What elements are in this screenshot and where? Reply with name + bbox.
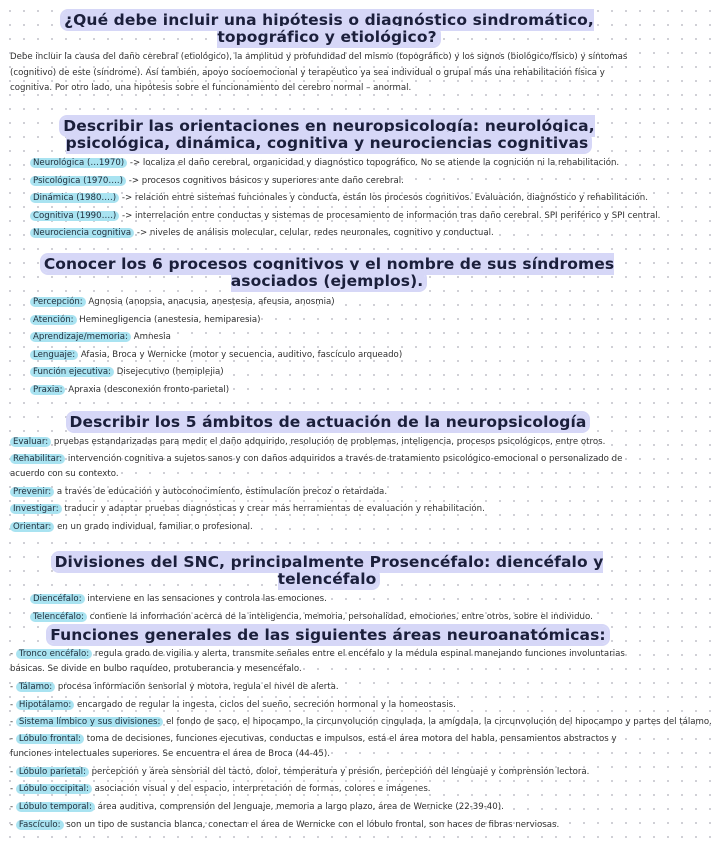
term-highlight: Psicológica (1970….): [30, 176, 126, 186]
procesos-list: [10, 294, 646, 400]
list-item: Telencéfalo: contiene la información acerca de la inteligencia, memoria, personalidad, emociones, entre otros, sobre el individuo.: [10, 609, 646, 627]
divisiones-list: [10, 591, 646, 626]
list-item: Aprendizaje/memoria: Amnesia: [10, 329, 646, 347]
areas-list: [10, 647, 712, 834]
list-item: Diencéfalo: interviene en las sensaciones y controla las emociones.: [10, 591, 646, 609]
heading-divisiones: Divisiones del SNC, principalmente Prosencéfalo: diencéfalo y telencéfalo: [54, 553, 604, 588]
list-item: Rehabilitar: intervención cognitiva a sujetos sanos y con daños adquiridos a través de tratamiento psicológico-emocional o personalizado de acuerdo con su contexto.: [10, 453, 623, 479]
ambitos-list: [10, 434, 646, 536]
list-item: Neurológica (…1970) -> localiza el daño cerebral, organicidad y diagnóstico topográfico. No se atiende la cognición ni la rehabilitación.: [10, 155, 646, 173]
heading-procesos: Conocer los 6 procesos cognitivos y el nombre de sus síndromes asociados (ejemplos).: [43, 255, 615, 290]
term-highlight: Percepción:: [30, 297, 86, 307]
list-item: Evaluar: pruebas estandarizadas para medir el daño adquirido, resolución de problemas, inteligencia, procesos psicológicos, entre otros.: [10, 434, 646, 452]
list-item: Dinámica (1980….) -> relación entre sistemas funcionales y conducta, están los procesos cognitivos. Evaluación, diagnóstico y rehabilitación.: [10, 190, 646, 208]
term-highlight: Prevenir:: [10, 487, 54, 497]
list-item: - Lóbulo frontal: toma de decisiones, funciones ejecutivas, conductas e impulsos, está el área motora del habla, pensamientos abstractos y funciones intelectuales superiores. Se encuentra el área de Broca (44-45).: [10, 733, 617, 759]
intro-paragraph: Debe incluir la causa del daño cerebral (etiológico), la amplitud y profundidad del mismo (topográfico) y los signos (biológico/físico) y síntomas (cognitivo) de este (síndrome). Así también, apoyo socioemocional y terapéutico ya sea individual o grupal más una rehabilitación física y cognitiva. Por otro lado, una hipótesis sobre el funcionamiento del cerebro normal – anormal.: [10, 52, 628, 93]
list-item: Neurociencia cognitiva -> niveles de análisis molecular, celular, redes neuronales, cognitivo y conductual.: [10, 225, 646, 243]
list-item: - Tronco encéfalo: regula grado de vigilia y alerta, transmite señales entre el encéfalo y la médula espinal manejando funciones involuntarias básicas. Se divide en bulbo raquídeo, protuberancia y mesencéfalo.: [10, 649, 625, 674]
term-highlight: Evaluar:: [10, 437, 51, 447]
term-highlight: Orientar:: [10, 522, 54, 532]
term-highlight: Neurociencia cognitiva: [30, 228, 134, 238]
term-highlight: Tálamo:: [16, 682, 55, 692]
list-item: Orientar: en un grado individual, familiar o profesional.: [10, 519, 646, 537]
list-item: - Sistema límbico y sus divisiones: el fondo de saco, el hipocampo, la circunvolución cingulada, la amígdala, la circunvolución del hipocampo y partes del tálamo.: [10, 717, 712, 728]
term-highlight: Neurológica (…1970): [30, 158, 127, 168]
list-item: Percepción: Agnosia (anopsia, anacusia, anestesia, afeusia, anosmia): [10, 294, 646, 312]
term-highlight: Aprendizaje/memoria:: [30, 332, 131, 342]
list-item: Atención: Heminegligencia (anestesia, hemiparesia): [10, 312, 646, 330]
section-ambitos: [10, 414, 646, 536]
term-highlight: Investigar:: [10, 504, 62, 514]
term-highlight: Diencéfalo:: [30, 594, 85, 604]
term-highlight: Praxia:: [30, 385, 65, 395]
heading-ambitos: Describir los 5 ámbitos de actuación de la neuropsicología: [69, 413, 587, 431]
term-highlight: Tronco encéfalo:: [16, 649, 92, 659]
section-procesos: [10, 256, 646, 400]
term-highlight: Fascículo:: [16, 820, 64, 830]
term-highlight: Atención:: [30, 315, 77, 325]
term-highlight: Lóbulo occipital:: [16, 784, 92, 794]
term-highlight: Cognitiva (1990….): [30, 211, 119, 221]
list-item: - Lóbulo parietal: percepción y área sensorial del tacto, dolor, temperatura y presión, percepción del lenguaje y comprensión lectora.: [10, 766, 590, 777]
section-orientaciones: [10, 117, 661, 243]
list-item: Cognitiva (1990….) -> interrelación entre conductas y sistemas de procesamiento de información tras daño cerebral. SPI periférico y SPI central.: [10, 208, 646, 226]
section-hipotesis: [10, 12, 646, 97]
section-divisiones: [10, 554, 646, 626]
heading-hipotesis: ¿Qué debe incluir una hipótesis o diagnóstico sindromático, topográfico y etiológico?: [64, 11, 594, 46]
term-highlight: Telencéfalo:: [30, 612, 87, 622]
list-item: - Fascículo: son un tipo de sustancia blanca, conectan el área de Wernicke con el lóbulo frontal, son haces de fibras nerviosas.: [10, 819, 560, 830]
orientaciones-list: [10, 155, 661, 243]
list-item: Función ejecutiva: Disejecutivo (hemiplejia): [10, 364, 646, 382]
term-highlight: Lóbulo parietal:: [16, 767, 89, 777]
list-item: Praxia: Apraxia (desconexión fronto-parietal): [10, 382, 646, 400]
term-highlight: Hipotálamo:: [16, 700, 74, 710]
list-item: Prevenir: a través de educación y autoconocimiento, estimulación precoz o retardada.: [10, 484, 646, 502]
list-item: - Hipotálamo: encargado de regular la ingesta, ciclos del sueño, secreción hormonal y la homeostasis.: [10, 699, 456, 710]
section-areas: [10, 626, 712, 834]
term-highlight: Lenguaje:: [30, 350, 78, 360]
term-highlight: Función ejecutiva:: [30, 367, 114, 377]
term-highlight: Lóbulo temporal:: [16, 802, 95, 812]
term-highlight: Dinámica (1980….): [30, 193, 119, 203]
heading-orientaciones: Describir las orientaciones en neuropsicología: neurológica, psicológica, dinámica, cognitiva y neurociencias cognitivas: [63, 117, 595, 152]
list-item: - Lóbulo occipital: asociación visual y del espacio, interpretación de formas, colores e imágenes.: [10, 784, 431, 795]
term-highlight: Lóbulo frontal:: [16, 734, 84, 744]
heading-areas: Funciones generales de las siguientes áreas neuroanatómicas:: [50, 626, 606, 644]
term-highlight: Sistema límbico y sus divisiones:: [16, 717, 164, 727]
list-item: - Lóbulo temporal: área auditiva, comprensión del lenguaje, memoria a largo plazo, área de Wernicke (22-39-40).: [10, 801, 504, 812]
term-highlight: Rehabilitar:: [10, 454, 65, 464]
list-item: Psicológica (1970….) -> procesos cognitivos básicos y superiores ante daño cerebral.: [10, 173, 646, 191]
list-item: Investigar: traducir y adaptar pruebas diagnósticas y crear más herramientas de evaluación y rehabilitación.: [10, 501, 646, 519]
list-item: Lenguaje: Afasia, Broca y Wernicke (motor y secuencia, auditivo, fascículo arqueado): [10, 347, 646, 365]
list-item: - Tálamo: procesa información sensorial y motora, regula el nivel de alerta.: [10, 682, 339, 692]
